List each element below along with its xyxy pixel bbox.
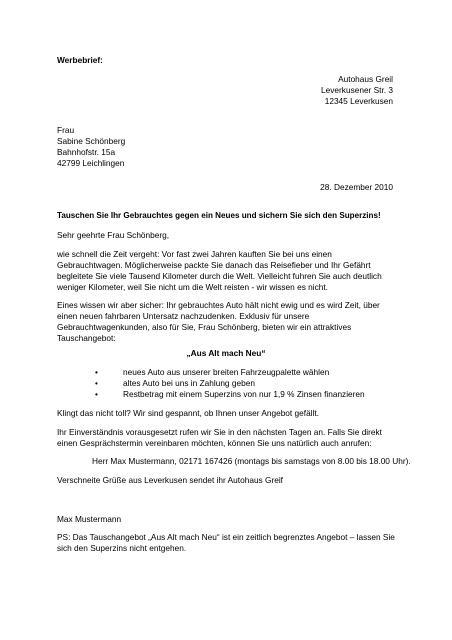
paragraph-line: einen Gesprächstermin vereinbaren möchten, können Sie uns natürlich auch anrufen: [57, 438, 372, 448]
paragraph-line: Ihr Einverständnis vorausgesetzt rufen wir Sie in den nächsten Tagen an. Falls Sie direkt [57, 427, 382, 437]
closing-line: Verschneite Grüße aus Leverkusen sendet ihr Autohaus Greif [57, 475, 283, 485]
paragraph-line: Tauschangebot: [57, 333, 116, 343]
sender-street: Leverkusener Str. 3 [321, 85, 393, 95]
letter-greeting: Sehr geehrte Frau Schönberg, [57, 230, 170, 240]
sender-city: 12345 Leverkusen [324, 96, 393, 106]
recipient-city: 42799 Leichlingen [57, 158, 125, 168]
bullet-dot-icon: • [95, 389, 98, 399]
recipient-name: Sabine Schönberg [57, 136, 126, 146]
paragraph-line: Eines wissen wir aber sicher: Ihr gebrauchtes Auto hält nicht ewig und es wird Zeit, über [57, 300, 380, 310]
paragraph-line: weniger Kilometer, weil Sie nicht um die Welt reisten - wir wissen es nicht. [57, 282, 328, 292]
recipient-salutation: Frau [57, 125, 75, 135]
recipient-street: Bahnhofstr. 15a [57, 147, 116, 157]
paragraph-line: einen neuen fahrbaren Untersatz nachzudenken. Exklusiv für unsere [57, 311, 310, 321]
letter-label: Werbebrief: [57, 55, 103, 65]
paragraph-line: Gebrauchtwagen. Möglicherweise packte Sie danach das Reisefieber und Ihr Gefährt [57, 260, 371, 270]
signature-name: Max Mustermann [57, 514, 122, 524]
bullet-text: altes Auto bei uns in Zahlung geben [123, 378, 255, 388]
paragraph-3: Klingt das nicht toll? Wir sind gespannt, ob Ihnen unser Angebot gefällt. [57, 408, 319, 418]
bullet-text: neues Auto aus unserer breiten Fahrzeugpalette wählen [123, 367, 330, 377]
postscript-line: PS: Das Tauschangebot „Aus Alt mach Neu“ ist ein zeitlich begrenztes Angebot – lassen Sie [57, 532, 395, 542]
bullet-text: Restbetrag mit einem Superzins von nur 1,9 % Zinsen finanzieren [123, 389, 365, 399]
contact-line: Herr Max Mustermann, 02171 167426 (montags bis samstags von 8.00 bis 18.00 Uhr). [92, 456, 411, 466]
postscript-line: sich den Superzins nicht entgehen. [57, 543, 187, 553]
paragraph-line: Gebrauchtwagenkunden, also für Sie, Frau Schönberg, bieten wir ein attraktives [57, 322, 352, 332]
paragraph-line: begleitete Sie viele Tausend Kilometer durch die Welt. Vielleicht fuhren Sie auch deutlich [57, 271, 382, 281]
offer-title: „Aus Alt mach Neu“ [186, 348, 266, 358]
bullet-dot-icon: • [95, 367, 98, 377]
paragraph-line: wie schnell die Zeit vergeht: Vor fast zwei Jahren kauften Sie bei uns einen [57, 249, 332, 259]
sender-name: Autohaus Greil [338, 74, 393, 84]
bullet-dot-icon: • [95, 378, 98, 388]
letter-date: 28. Dezember 2010 [320, 182, 393, 192]
letter-subject: Tauschen Sie Ihr Gebrauchtes gegen ein Neues und sichern Sie sich den Superzins! [57, 211, 381, 220]
